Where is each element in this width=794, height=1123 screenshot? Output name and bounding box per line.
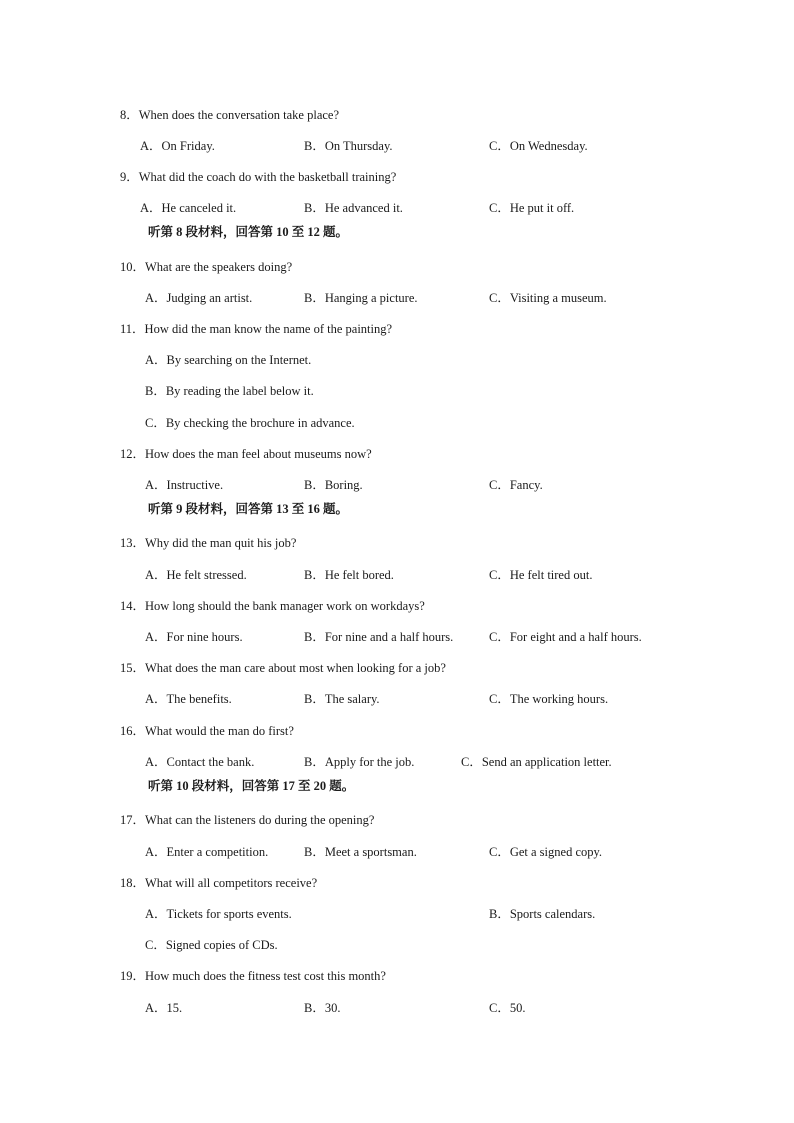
option-12a: A．Instructive.	[145, 478, 224, 492]
question-17: 17．What can the listeners do during the opening?	[120, 813, 375, 827]
option-13b: B．He felt bored.	[304, 568, 394, 582]
option-10a: A．Judging an artist.	[145, 291, 253, 305]
question-16: 16．What would the man do first?	[120, 724, 294, 738]
question-15: 15．What does the man care about most when looking for a job?	[120, 661, 446, 675]
option-17a: A．Enter a competition.	[145, 845, 269, 859]
option-10b: B．Hanging a picture.	[304, 291, 418, 305]
option-13a: A．He felt stressed.	[145, 568, 247, 582]
option-9c: C．He put it off.	[489, 201, 575, 215]
option-19a: A．15.	[145, 1001, 183, 1015]
option-15c: C．The working hours.	[489, 692, 609, 706]
option-19b: B．30.	[304, 1001, 341, 1015]
option-16b: B．Apply for the job.	[304, 755, 415, 769]
option-11c: C．By checking the brochure in advance.	[145, 416, 355, 430]
section-heading-10: 听第 10 段材料，回答第 17 至 20 题。	[148, 779, 355, 793]
option-8a: A．On Friday.	[140, 139, 215, 153]
option-11b: B．By reading the label below it.	[145, 384, 314, 398]
question-13: 13．Why did the man quit his job?	[120, 536, 297, 550]
question-14: 14．How long should the bank manager work on workdays?	[120, 599, 425, 613]
option-10c: C．Visiting a museum.	[489, 291, 607, 305]
option-12c: C．Fancy.	[489, 478, 543, 492]
option-11a: A．By searching on the Internet.	[145, 353, 312, 367]
option-14a: A．For nine hours.	[145, 630, 243, 644]
option-19c: C．50.	[489, 1001, 526, 1015]
question-18: 18．What will all competitors receive?	[120, 876, 318, 890]
option-8b: B．On Thursday.	[304, 139, 393, 153]
question-11: 11．How did the man know the name of the painting?	[120, 322, 393, 336]
option-13c: C．He felt tired out.	[489, 568, 593, 582]
option-14c: C．For eight and a half hours.	[489, 630, 642, 644]
question-10: 10．What are the speakers doing?	[120, 260, 293, 274]
option-8c: C．On Wednesday.	[489, 139, 588, 153]
question-8: 8．When does the conversation take place?	[120, 108, 340, 122]
option-9b: B．He advanced it.	[304, 201, 403, 215]
option-12b: B．Boring.	[304, 478, 363, 492]
option-15b: B．The salary.	[304, 692, 380, 706]
option-17b: B．Meet a sportsman.	[304, 845, 417, 859]
option-16c: C．Send an application letter.	[461, 755, 612, 769]
option-15a: A．The benefits.	[145, 692, 232, 706]
option-18c: C．Signed copies of CDs.	[145, 938, 278, 952]
option-18a: A．Tickets for sports events.	[145, 907, 292, 921]
option-14b: B．For nine and a half hours.	[304, 630, 454, 644]
question-19: 19．How much does the fitness test cost this month?	[120, 969, 386, 983]
question-12: 12．How does the man feel about museums now?	[120, 447, 372, 461]
option-17c: C．Get a signed copy.	[489, 845, 603, 859]
option-18b: B．Sports calendars.	[489, 907, 596, 921]
section-heading-8: 听第 8 段材料，回答第 10 至 12 题。	[148, 225, 349, 239]
option-9a: A．He canceled it.	[140, 201, 237, 215]
option-16a: A．Contact the bank.	[145, 755, 255, 769]
question-9: 9．What did the coach do with the basketball training?	[120, 170, 397, 184]
section-heading-9: 听第 9 段材料，回答第 13 至 16 题。	[148, 502, 349, 516]
